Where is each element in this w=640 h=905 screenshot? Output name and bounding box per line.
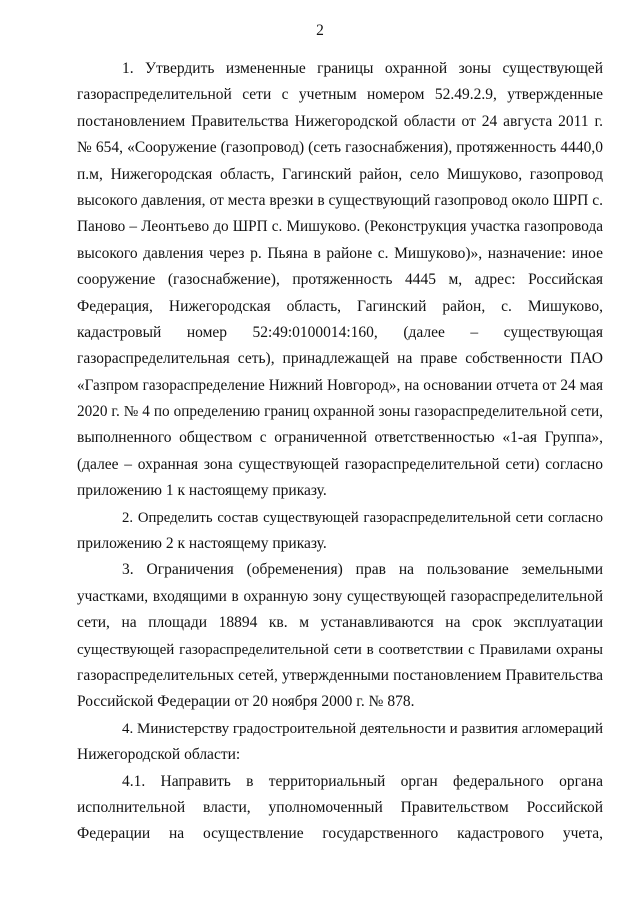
text-line: «Газпром газораспределение Нижний Новгород», на основании отчета от 24 мая [77, 376, 603, 394]
text-line: Федерации на осуществление государственного кадастрового учета, [77, 825, 603, 843]
text-line: 4. Министерству градостроительной деятельности и развития агломераций [122, 720, 603, 737]
text-line: выполненного обществом с ограниченной ответственностью «1-ая Группа», [77, 429, 603, 447]
text-line: кадастровый номер 52:49:0100014:160, (далее – существующая [77, 323, 603, 341]
text-line: (далее – охранная зона существующей газораспределительной сети) согласно [77, 455, 603, 473]
text-line: Паново – Леонтьево до ШРП с. Мишуково. (Реконструкция участка газопровода [77, 218, 603, 236]
document-body [77, 56, 603, 848]
text-line: № 654, «Сооружение (газопровод) (сеть газоснабжения), протяженность 4440,0 [77, 139, 603, 157]
text-line: высокого давления, от места врезки в существующий газопровод около ШРП с. [77, 191, 603, 209]
text-line: исполнительной власти, уполномоченный Правительством Российской [77, 798, 603, 816]
text-line: газораспределительной сети с учетным номером 52.49.2.9, утвержденные [77, 86, 603, 104]
text-line: существующей газораспределительной сети в соответствии с Правилами охраны [77, 641, 603, 658]
text-line: сооружение (газоснабжение), протяженность 4445 м, адрес: Российская [77, 271, 603, 289]
page-number: 2 [316, 22, 324, 39]
text-line: Российской Федерации от 20 ноября 2000 г. № 878. [77, 693, 415, 711]
text-line: п.м, Нижегородская область, Гагинский район, село Мишуково, газопровод [77, 165, 603, 183]
text-line: приложению 2 к настоящему приказу. [77, 535, 327, 553]
text-line: постановлением Правительства Нижегородской области от 24 августа 2011 г. [77, 112, 603, 130]
text-line: участками, входящими в охранную зону существующей газораспределительной [77, 587, 603, 605]
text-line: Федерация, Нижегородская область, Гагинский район, с. Мишуково, [77, 297, 603, 315]
text-line: 2. Определить состав существующей газораспределительной сети согласно [122, 509, 603, 526]
text-line: 1. Утвердить измененные границы охранной зоны существующей [122, 60, 603, 77]
text-line: сети, на площади 18894 кв. м устанавливаются на срок эксплуатации [77, 614, 603, 632]
text-line: 4.1. Направить в территориальный орган федерального органа [122, 772, 603, 790]
text-line: газораспределительная сеть), принадлежащей на праве собственности ПАО [77, 350, 603, 368]
text-line: 3. Ограничения (обременения) прав на пользование земельными [122, 561, 603, 579]
text-line: 2020 г. № 4 по определению границ охранной зоны газораспределительной сети, [77, 403, 603, 421]
text-line: газораспределительных сетей, утвержденными постановлением Правительства [77, 666, 603, 684]
text-line: высокого давления через р. Пьяна в районе с. Мишуково)», назначение: иное [77, 244, 603, 262]
text-line: приложению 1 к настоящему приказу. [77, 482, 327, 500]
text-line: Нижегородской области: [77, 746, 241, 764]
